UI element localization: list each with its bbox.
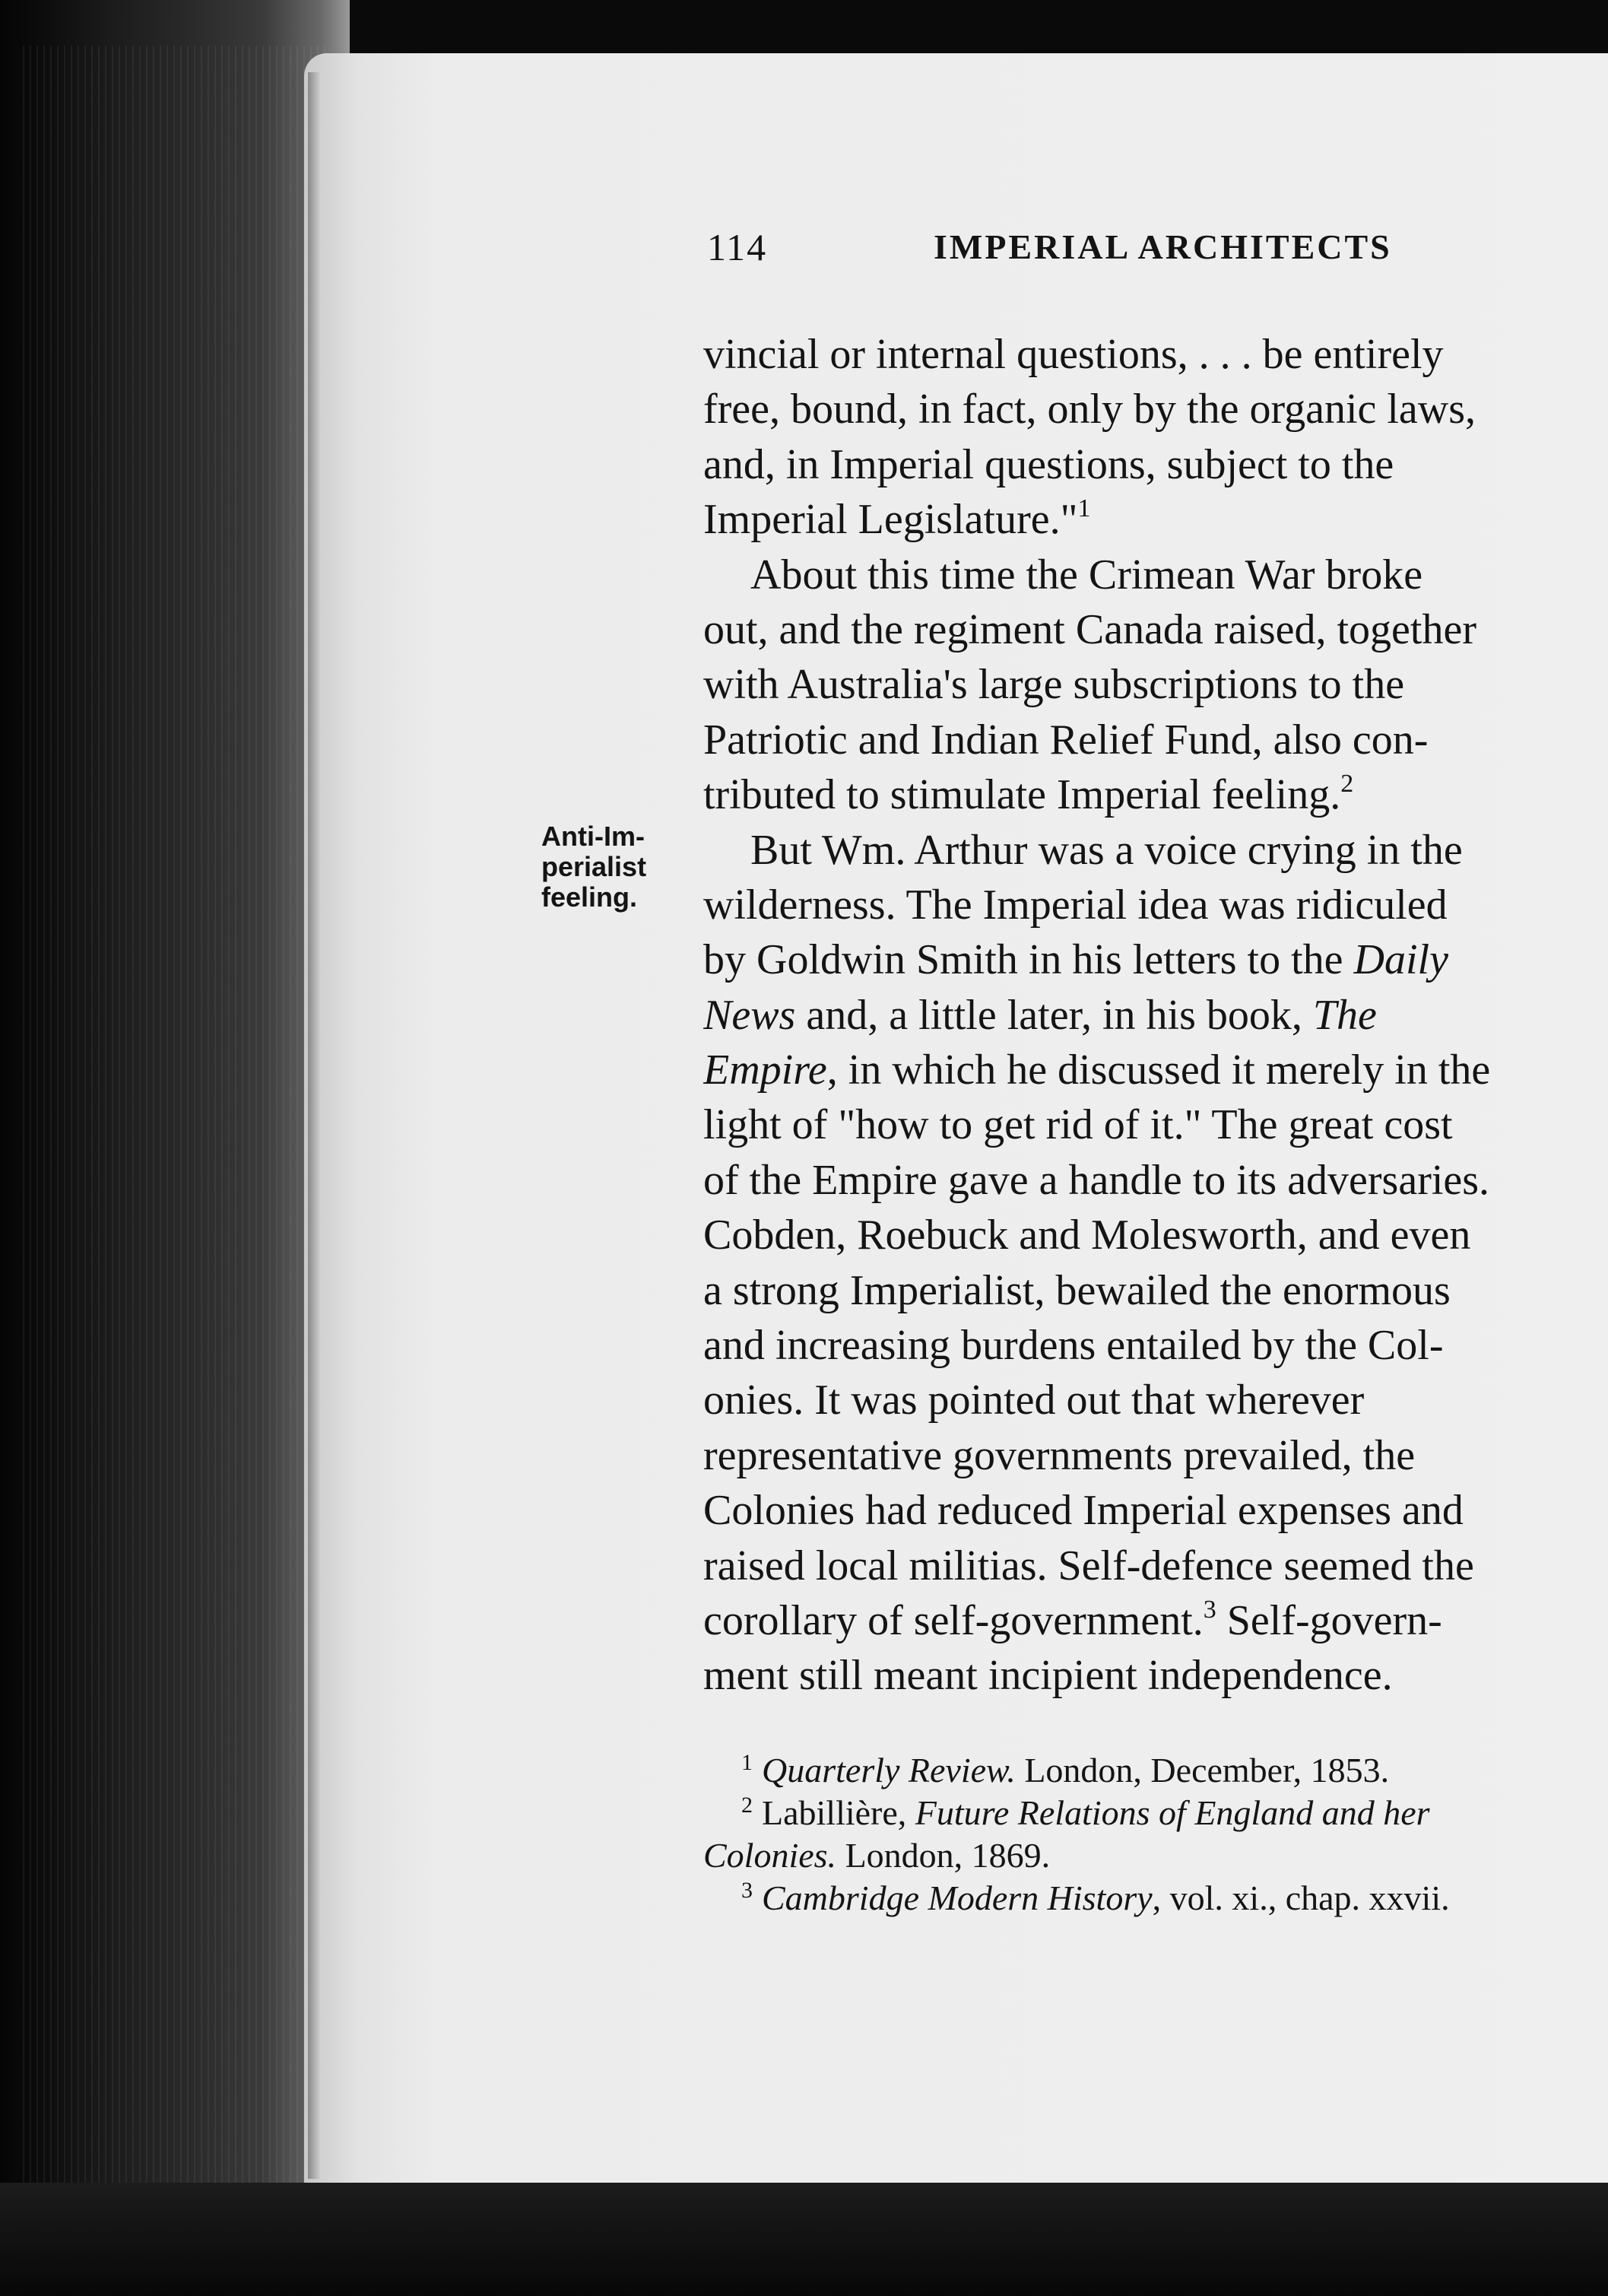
- footnote-text: London, December, 1853.: [1015, 1751, 1390, 1789]
- text-run: Imperial Legislature.": [703, 496, 1078, 544]
- text-run: , in which he discussed it merely in the: [826, 1046, 1491, 1094]
- text-run: free, bound, in fact, only by the organic laws,: [703, 386, 1476, 433]
- margin-note-line: Anti-Im-: [541, 821, 645, 852]
- body-line: [703, 1593, 1608, 1648]
- text-run: Cobden, Roebuck and Molesworth, and even: [703, 1212, 1471, 1259]
- body-line: [703, 548, 1608, 602]
- body-line: [703, 327, 1608, 382]
- body-line: [703, 1043, 1608, 1097]
- body-line: [703, 1208, 1608, 1262]
- text-run: vincial or internal questions, . . . be entirely: [703, 331, 1444, 378]
- text-run: raised local militias. Self-defence seemed the: [703, 1542, 1474, 1589]
- bottom-shadow: [0, 2183, 1608, 2296]
- margin-note: [541, 821, 686, 913]
- footnote-author: Labillière,: [762, 1793, 915, 1832]
- body-line: [703, 1428, 1608, 1483]
- text-run: out, and the regiment Canada raised, together: [703, 605, 1476, 653]
- text-run: light of "how to get rid of it." The great cost: [703, 1101, 1453, 1149]
- running-title: IMPERIAL ARCHITECTS: [934, 227, 1392, 266]
- body-line: [703, 382, 1608, 437]
- body-line: [703, 767, 1608, 822]
- text-run: About this time the Crimean War broke: [750, 551, 1423, 599]
- footnote-text: London, 1869.: [836, 1836, 1051, 1875]
- running-head: [707, 217, 1604, 278]
- footnote-2-cont: [703, 1834, 1608, 1877]
- text-run: corollary of self-government.: [703, 1596, 1204, 1644]
- text-run: Colonies had reduced Imperial expenses and: [703, 1487, 1464, 1535]
- text-run: with Australia's large subscriptions to the: [703, 661, 1405, 709]
- footnotes: [703, 1749, 1608, 1920]
- body-line: [703, 988, 1608, 1043]
- italic-run: The: [1312, 991, 1377, 1039]
- body-line: [703, 1318, 1608, 1373]
- page-fold-shadow: [308, 72, 322, 2179]
- italic-run: Daily: [1353, 936, 1448, 984]
- footnote-title: Colonies.: [703, 1836, 837, 1875]
- footnote-3: [703, 1877, 1608, 1920]
- body-line: [703, 1483, 1608, 1538]
- text-run: a strong Imperialist, bewailed the enormous: [703, 1266, 1451, 1314]
- body-line: [703, 1539, 1608, 1593]
- text-run: ment still meant incipient independence.: [703, 1652, 1393, 1700]
- margin-note-line: perialist: [541, 851, 647, 882]
- page-edges-texture: [23, 46, 327, 2205]
- footnote-2: [703, 1792, 1608, 1834]
- footnote-ref: 2: [1340, 770, 1354, 799]
- footnote-mark: 3: [741, 1878, 753, 1903]
- text-run: But Wm. Arthur was a voice crying in the: [750, 826, 1463, 874]
- footnote-1: [703, 1749, 1608, 1792]
- italic-run: News: [703, 991, 796, 1039]
- text-run: tributed to stimulate Imperial feeling.: [703, 771, 1341, 819]
- text-run: and, in Imperial questions, subject to the: [703, 440, 1394, 488]
- body-line: [703, 878, 1608, 932]
- body-line: [703, 1097, 1608, 1152]
- text-run: and increasing burdens entailed by the Col-: [703, 1322, 1444, 1370]
- italic-run: Empire: [703, 1046, 827, 1094]
- text-run: and, a little later, in his book,: [795, 991, 1313, 1039]
- footnote-source: Quarterly Review.: [762, 1751, 1016, 1789]
- text-run: by Goldwin Smith in his letters to the: [703, 936, 1354, 984]
- body-line: [703, 1153, 1608, 1208]
- footnote-ref: 3: [1203, 1595, 1216, 1624]
- footnote-mark: 1: [741, 1750, 753, 1775]
- body-line: [703, 492, 1608, 547]
- text-run: of the Empire gave a handle to its adversaries.: [703, 1156, 1490, 1204]
- body-line: [703, 1648, 1608, 1703]
- body-text: [703, 327, 1608, 1704]
- text-run: Self-govern-: [1216, 1596, 1442, 1644]
- footnote-mark: 2: [741, 1793, 753, 1818]
- margin-note-line: feeling.: [541, 881, 638, 913]
- page-number: 114: [707, 226, 768, 268]
- text-run: wilderness. The Imperial idea was ridiculed: [703, 881, 1448, 929]
- footnote-text: , vol. xi., chap. xxvii.: [1152, 1878, 1450, 1917]
- body-line: [703, 657, 1608, 712]
- body-line: [703, 602, 1608, 657]
- footnote-ref: 1: [1077, 494, 1091, 523]
- footnote-title: Future Relations of England and her: [915, 1793, 1430, 1832]
- body-line: [703, 437, 1608, 492]
- body-line: [703, 932, 1608, 987]
- body-line: [703, 1373, 1608, 1427]
- footnote-title: Cambridge Modern History: [762, 1878, 1153, 1917]
- body-line: [703, 823, 1608, 878]
- text-run: Patriotic and Indian Relief Fund, also con-: [703, 716, 1429, 764]
- body-line: [703, 713, 1608, 767]
- text-run: representative governments prevailed, the: [703, 1431, 1416, 1479]
- body-line: [703, 1263, 1608, 1318]
- text-run: onies. It was pointed out that wherever: [703, 1377, 1365, 1424]
